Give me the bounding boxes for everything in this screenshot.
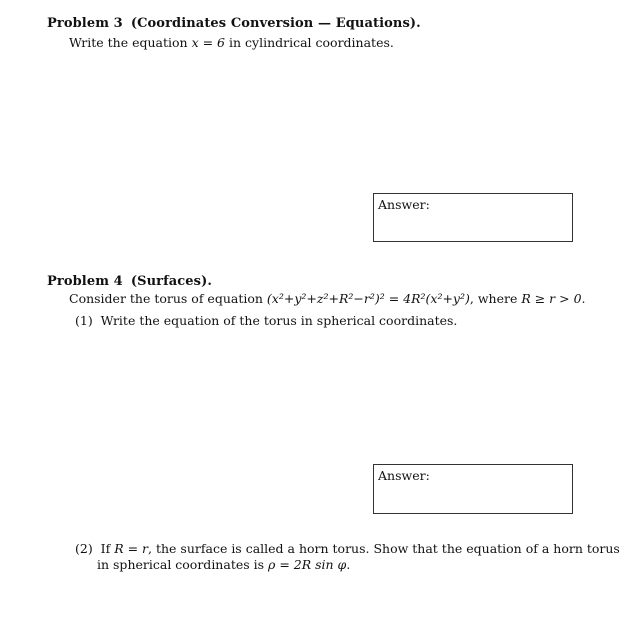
part-1-number: (1) <box>75 313 93 328</box>
problem-3-equation: x = 6 <box>191 35 226 50</box>
problem-3-answer-box[interactable] <box>373 193 573 242</box>
problem-4-intro: Consider the torus of equation (x²+y²+z²+R²−r²)² = 4R²(x²+y²), where R ≥ r > 0. <box>69 291 586 306</box>
part-2-number: (2) <box>75 541 93 556</box>
problem-3-title: (Coordinates Conversion — Equations). <box>130 16 421 31</box>
torus-condition: R ≥ r > 0 <box>521 291 582 306</box>
horn-torus-condition: R = r <box>114 541 149 556</box>
answer-label: Answer: <box>378 197 430 212</box>
problem-4-number: Problem 4 <box>47 274 123 289</box>
problem-3-statement: Write the equation x = 6 in cylindrical coordinates. <box>69 35 394 50</box>
problem-4-part-2-line-2: in spherical coordinates is ρ = 2R sin φ. <box>97 557 351 572</box>
problem-3-number: Problem 3 <box>47 16 123 31</box>
torus-equation: (x²+y²+z²+R²−r²)² = 4R²(x²+y²) <box>266 291 470 306</box>
problem-4-title: (Surfaces). <box>130 274 212 289</box>
problem-4-part-1 <box>75 313 457 328</box>
part-1-text: Write the equation of the torus in spherical coordinates. <box>100 313 458 328</box>
horn-torus-equation: ρ = 2R sin φ <box>268 557 347 572</box>
problem-4-heading <box>47 274 212 289</box>
problem-4-part-2-line-1: (2) If R = r, the surface is called a horn torus. Show that the equation of a horn torus <box>75 541 620 556</box>
problem-4-part-1-answer-box[interactable] <box>373 464 573 514</box>
answer-label: Answer: <box>378 468 430 483</box>
problem-3-heading <box>47 16 421 31</box>
